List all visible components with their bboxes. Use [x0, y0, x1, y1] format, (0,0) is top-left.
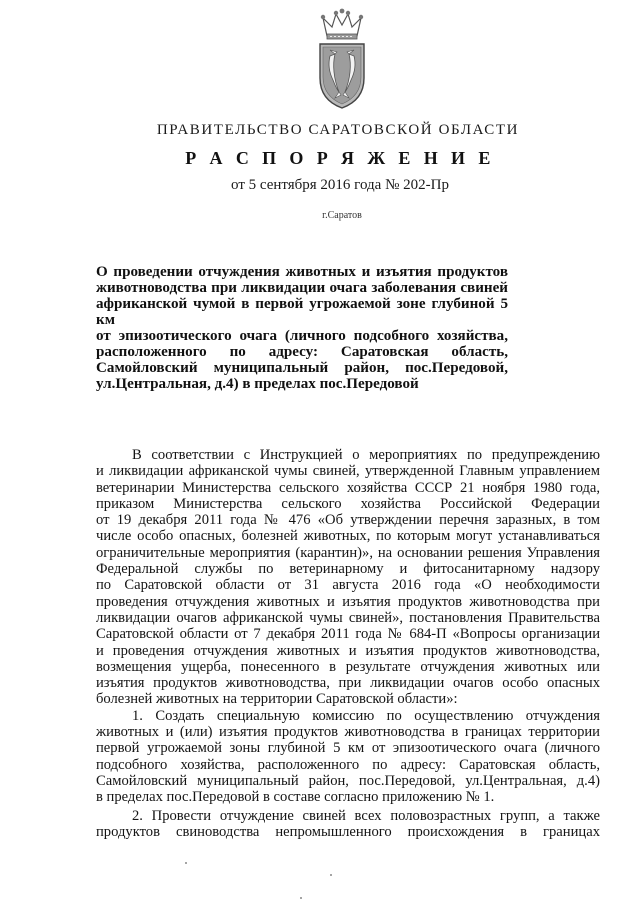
document-body: [96, 447, 600, 840]
subject-line: расположенного по адресу: Саратовская область,: [96, 344, 508, 360]
body-line: от 19 декабря 2011 года № 476 «Об утверждении перечня заразных, в том: [96, 512, 600, 529]
body-line: ликвидации очагов африканской чумы свиней», постановления Правительства: [96, 609, 600, 626]
body-line: 2. Провести отчуждение свиней всех половозрастных групп, а также: [132, 807, 600, 824]
document-date-number: от 5 сентября 2016 года № 202-Пр: [231, 177, 449, 193]
body-line: болезней животных на территории Саратовской области»:: [96, 691, 458, 708]
document-city: г.Саратов: [322, 210, 362, 221]
subject-line: животноводства при ликвидации очага заболевания свиней: [96, 280, 508, 296]
body-line: ограничительные мероприятия (карантин)», на основании решения Управления: [96, 544, 600, 561]
body-line: Самойловский муниципальный район, пос.Передовой, ул.Центральная, д.4): [96, 772, 600, 789]
scan-speck: [185, 862, 187, 864]
body-line: 1. Создать специальную комиссию по осуществлению отчуждения: [132, 707, 600, 724]
document-type-title: Р А С П О Р Я Ж Е Н И Е: [185, 148, 495, 168]
body-line: приказом Министерства сельского хозяйства Российской Федерации: [96, 495, 600, 512]
body-line: в пределах пос.Передовой в составе согласно приложению № 1.: [96, 789, 495, 806]
body-line: ветеринарии Министерства сельского хозяйства СССР 21 ноября 1980 года,: [96, 479, 600, 496]
body-line: подсобного хозяйства, расположенного по адресу: Саратовская область,: [96, 756, 600, 773]
body-line: по Саратовской области от 31 августа 2016 года «О необходимости: [96, 577, 600, 594]
scan-speck: [330, 874, 332, 876]
body-line: первой угрожаемой зоны глубиной 5 км от эпизоотического очага (личного: [96, 740, 600, 757]
body-line: В соответствии с Инструкцией о мероприятиях по предупреждению: [132, 447, 600, 463]
body-line: продуктов свиноводства непромышленного происхождения в границах: [96, 823, 600, 840]
body-line: Федеральной службы по ветеринарному и фитосанитарному надзору: [96, 561, 600, 578]
body-line: проведения отчуждения животных и изъятия продуктов животноводства при: [96, 593, 600, 610]
document-subject: [96, 264, 508, 392]
body-line: числе особо опасных, болезней животных, по которым могут устанавливаться: [96, 528, 600, 545]
body-line: Саратовской области от 7 декабря 2011 года № 684-П «Вопросы организации: [96, 626, 600, 643]
subject-line: Самойловский муниципальный район, пос.Передовой,: [96, 360, 508, 376]
scan-speck: [300, 897, 302, 899]
body-line: возмещения ущерба, понесенного в результате отчуждения животных или: [96, 658, 600, 675]
body-line: и проведения отчуждения животных и изъятия продуктов животноводства,: [96, 642, 600, 659]
body-line: и ликвидации африканской чумы свиней, утвержденной Главным управлением: [96, 463, 600, 480]
subject-line: ул.Центральная, д.4) в пределах пос.Передовой: [96, 376, 419, 392]
government-name: ПРАВИТЕЛЬСТВО САРАТОВСКОЙ ОБЛАСТИ: [156, 122, 520, 138]
subject-line: О проведении отчуждения животных и изъятия продуктов: [96, 264, 508, 280]
subject-line: африканской чумой в первой угрожаемой зоне глубиной 5 км: [96, 296, 508, 328]
body-line: животных и (или) изъятия продуктов животноводства в границах территории: [96, 724, 600, 741]
body-line: изъятия продуктов животноводства, при ликвидации очагов особо опасных: [96, 675, 600, 692]
subject-line: от эпизоотического очага (личного подсобного хозяйства,: [96, 328, 508, 344]
coat-of-arms-icon: [313, 6, 371, 110]
